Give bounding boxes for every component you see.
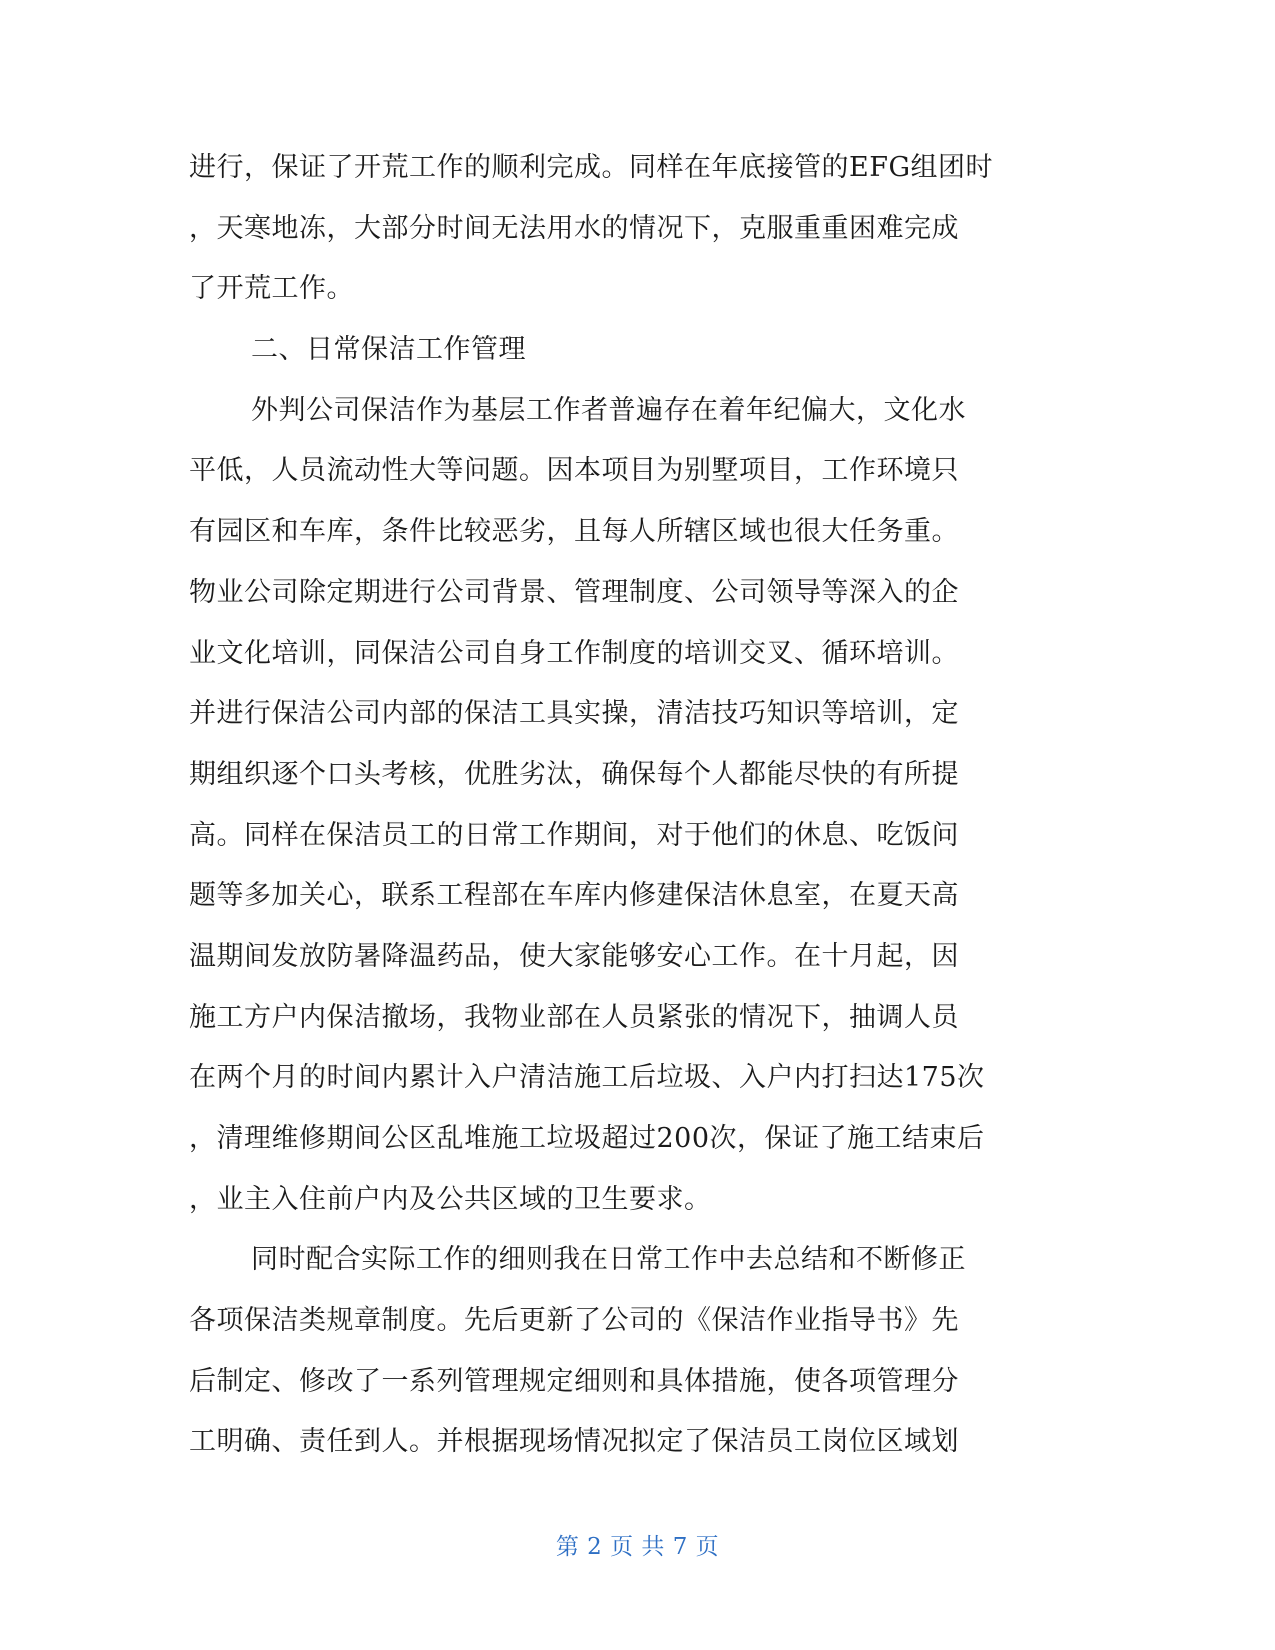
body-line: 后制定、修改了一系列管理规定细则和具体措施，使各项管理分 [189,1365,959,1397]
section-heading: 二、日常保洁工作管理 [251,334,526,366]
body-line: ，清理维修期间公区乱堆施工垃圾超过200次，保证了施工结束后 [189,1123,985,1154]
body-line: 期组织逐个口头考核，优胜劣汰，确保每个人都能尽快的有所提 [189,758,959,790]
body-line: 了开荒工作。 [189,273,354,305]
paragraph-start-line: 外判公司保洁作为基层工作者普遍存在着年纪偏大，文化水 [251,394,966,426]
body-line: 工明确、责任到人。并根据现场情况拟定了保洁员工岗位区域划 [189,1426,959,1458]
body-line: ，业主入住前户内及公共区域的卫生要求。 [189,1183,712,1215]
body-line: 有园区和车库，条件比较恶劣，且每人所辖区域也很大任务重。 [189,516,959,548]
body-line: 平低，人员流动性大等问题。因本项目为别墅项目，工作环境只 [189,455,959,487]
body-line: 进行，保证了开荒工作的顺利完成。同样在年底接管的EFG组团时 [189,152,994,183]
body-line: 施工方户内保洁撤场，我物业部在人员紧张的情况下，抽调人员 [189,1001,959,1033]
body-line: ，天寒地冻，大部分时间无法用水的情况下，克服重重困难完成 [189,212,959,244]
body-line: 高。同样在保洁员工的日常工作期间，对于他们的休息、吃饭问 [189,819,959,851]
body-line: 题等多加关心，联系工程部在车库内修建保洁休息室，在夏天高 [189,880,959,912]
body-line: 在两个月的时间内累计入户清洁施工后垃圾、入户内打扫达175次 [189,1062,985,1094]
paragraph-start-line: 同时配合实际工作的细则我在日常工作中去总结和不断修正 [251,1244,966,1276]
body-line: 并进行保洁公司内部的保洁工具实操，清洁技巧知识等培训，定 [189,698,959,730]
body-line: 业文化培训，同保洁公司自身工作制度的培训交叉、循环培训。 [189,637,959,669]
body-line: 各项保洁类规章制度。先后更新了公司的《保洁作业指导书》先 [189,1305,959,1337]
page-number-footer: 第 2 页 共 7 页 [555,1534,720,1560]
body-line: 物业公司除定期进行公司背景、管理制度、公司领导等深入的企 [189,576,959,608]
document-body [189,138,1069,1473]
body-line: 温期间发放防暑降温药品，使大家能够安心工作。在十月起，因 [189,940,959,972]
